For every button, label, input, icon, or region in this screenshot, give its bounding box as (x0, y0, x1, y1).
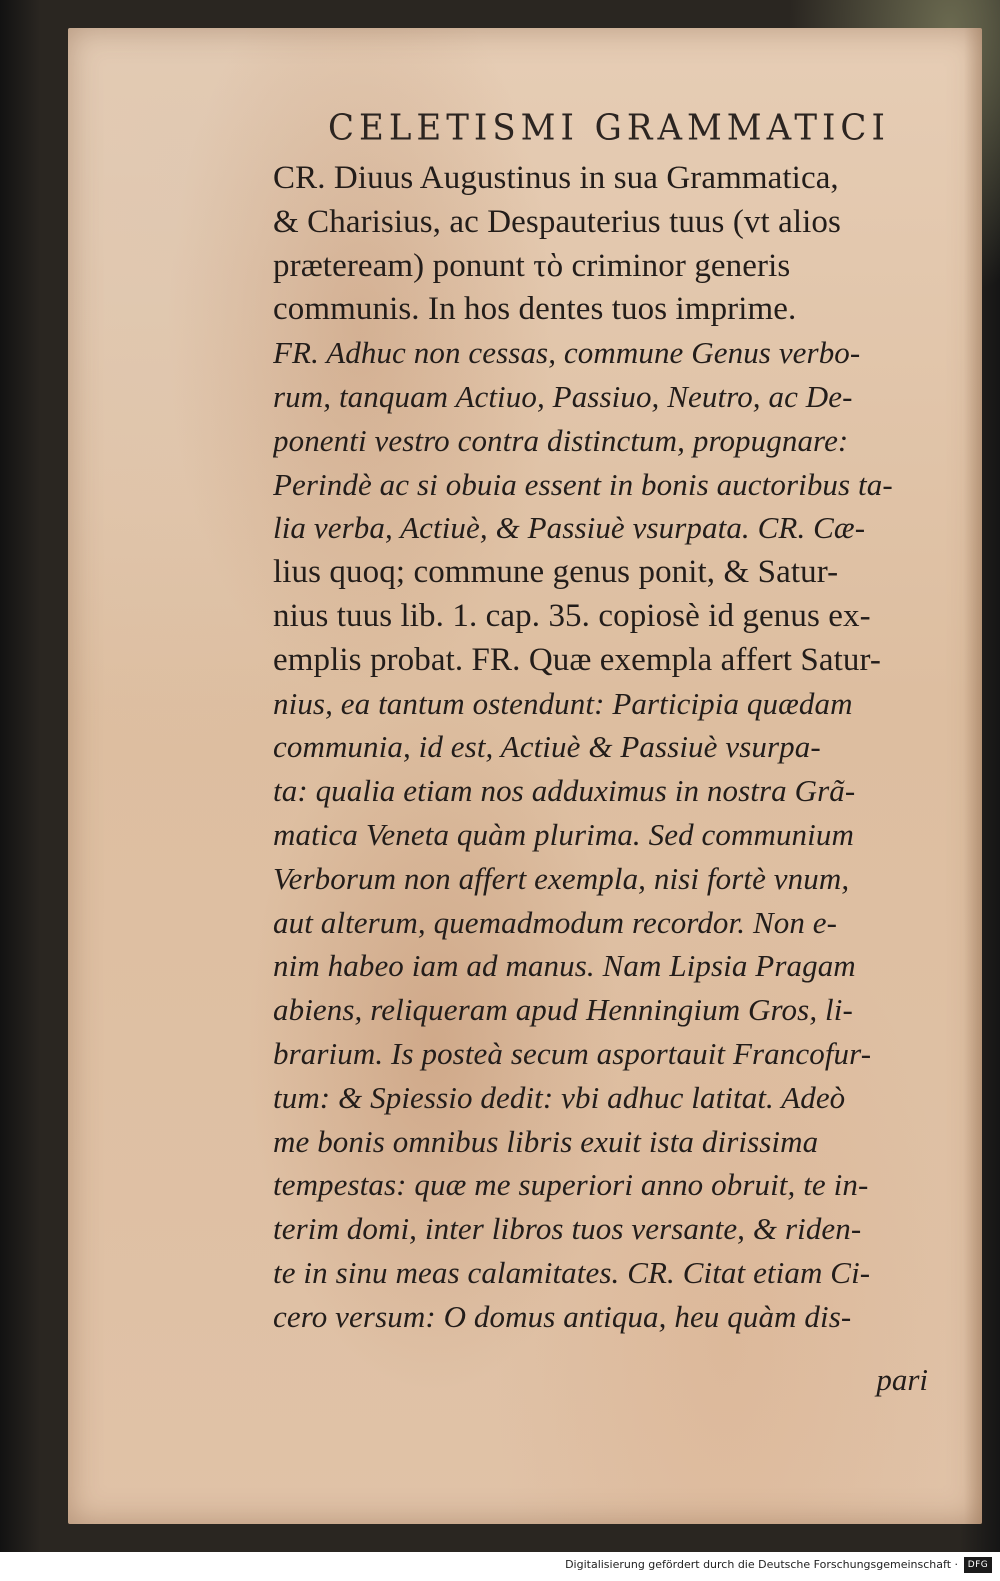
text-line-18: aut alterum, quemadmodum recordor. Non e- (273, 904, 838, 940)
text-line-06: rum, tanquam Actiuo, Passiuo, Neutro, ac De- (273, 378, 853, 414)
catchword: pari (876, 1362, 928, 1397)
page-edge-shadow (964, 28, 982, 1524)
text-line-02: & Charisius, ac Despauterius tuus (vt alios (273, 203, 841, 240)
text-line-05: FR. Adhuc non cessas, commune Genus verbo- (273, 335, 861, 371)
text-line-24: tempestas: quæ me superiori anno obruit, te in- (273, 1167, 869, 1203)
text-line-16: matica Veneta quàm plurima. Sed communium (273, 816, 854, 852)
text-line-27: cero versum: O domus antiqua, heu quàm dis- (273, 1298, 852, 1334)
text-line-09: lia verba, Actiuè, & Passiuè vsurpata. CR. Cæ- (273, 510, 866, 546)
text-line-03: præteream) ponunt τὸ criminor generis (273, 247, 791, 284)
dfg-logo-icon: DFG (964, 1557, 992, 1573)
digitization-footer (0, 1552, 1000, 1581)
text-line-20: abiens, reliqueram apud Henningium Gros, li- (273, 992, 853, 1028)
text-line-13: nius, ea tantum ostendunt: Participia quædam (273, 685, 853, 721)
text-line-12: emplis probat. FR. Quæ exempla affert Satur- (273, 641, 882, 678)
text-line-15: ta: qualia etiam nos adduximus in nostra Grã- (273, 773, 856, 809)
text-line-26: te in sinu meas calamitates. CR. Citat etiam Ci- (273, 1254, 871, 1290)
text-line-01: CR. Diuus Augustinus in sua Grammatica, (273, 160, 839, 196)
funding-notice: Digitalisierung gefördert durch die Deutsche Forschungsgemeinschaft · (565, 1558, 958, 1571)
text-line-11: nius tuus lib. 1. cap. 35. copiosè id genus ex- (273, 597, 871, 634)
book-page (68, 28, 982, 1524)
text-line-04: communis. In hos dentes tuos imprime. (273, 291, 797, 328)
text-line-17: Verborum non affert exempla, nisi fortè vnum, (273, 860, 850, 896)
body-text (273, 156, 963, 1339)
text-line-19: nim habeo iam ad manus. Nam Lipsia Pragam (273, 948, 856, 984)
text-line-10: lius quoq; commune genus ponit, & Satur- (273, 554, 839, 591)
text-line-23: me bonis omnibus libris exuit ista dirissima (273, 1123, 819, 1159)
text-line-22: tum: & Spiessio dedit: vbi adhuc latitat. Adeò (273, 1079, 846, 1115)
text-line-08: Perindè ac si obuia essent in bonis auctoribus ta- (273, 466, 893, 502)
text-line-07: ponenti vestro contra distinctum, propugnare: (273, 422, 849, 458)
running-head: CELETISMI GRAMMATICI (328, 107, 890, 149)
text-line-21: brarium. Is posteà secum asportauit Francofur- (273, 1035, 872, 1071)
text-line-25: terim domi, inter libros tuos versante, & riden- (273, 1211, 862, 1247)
text-line-14: communia, id est, Actiuè & Passiuè vsurpa- (273, 729, 821, 765)
